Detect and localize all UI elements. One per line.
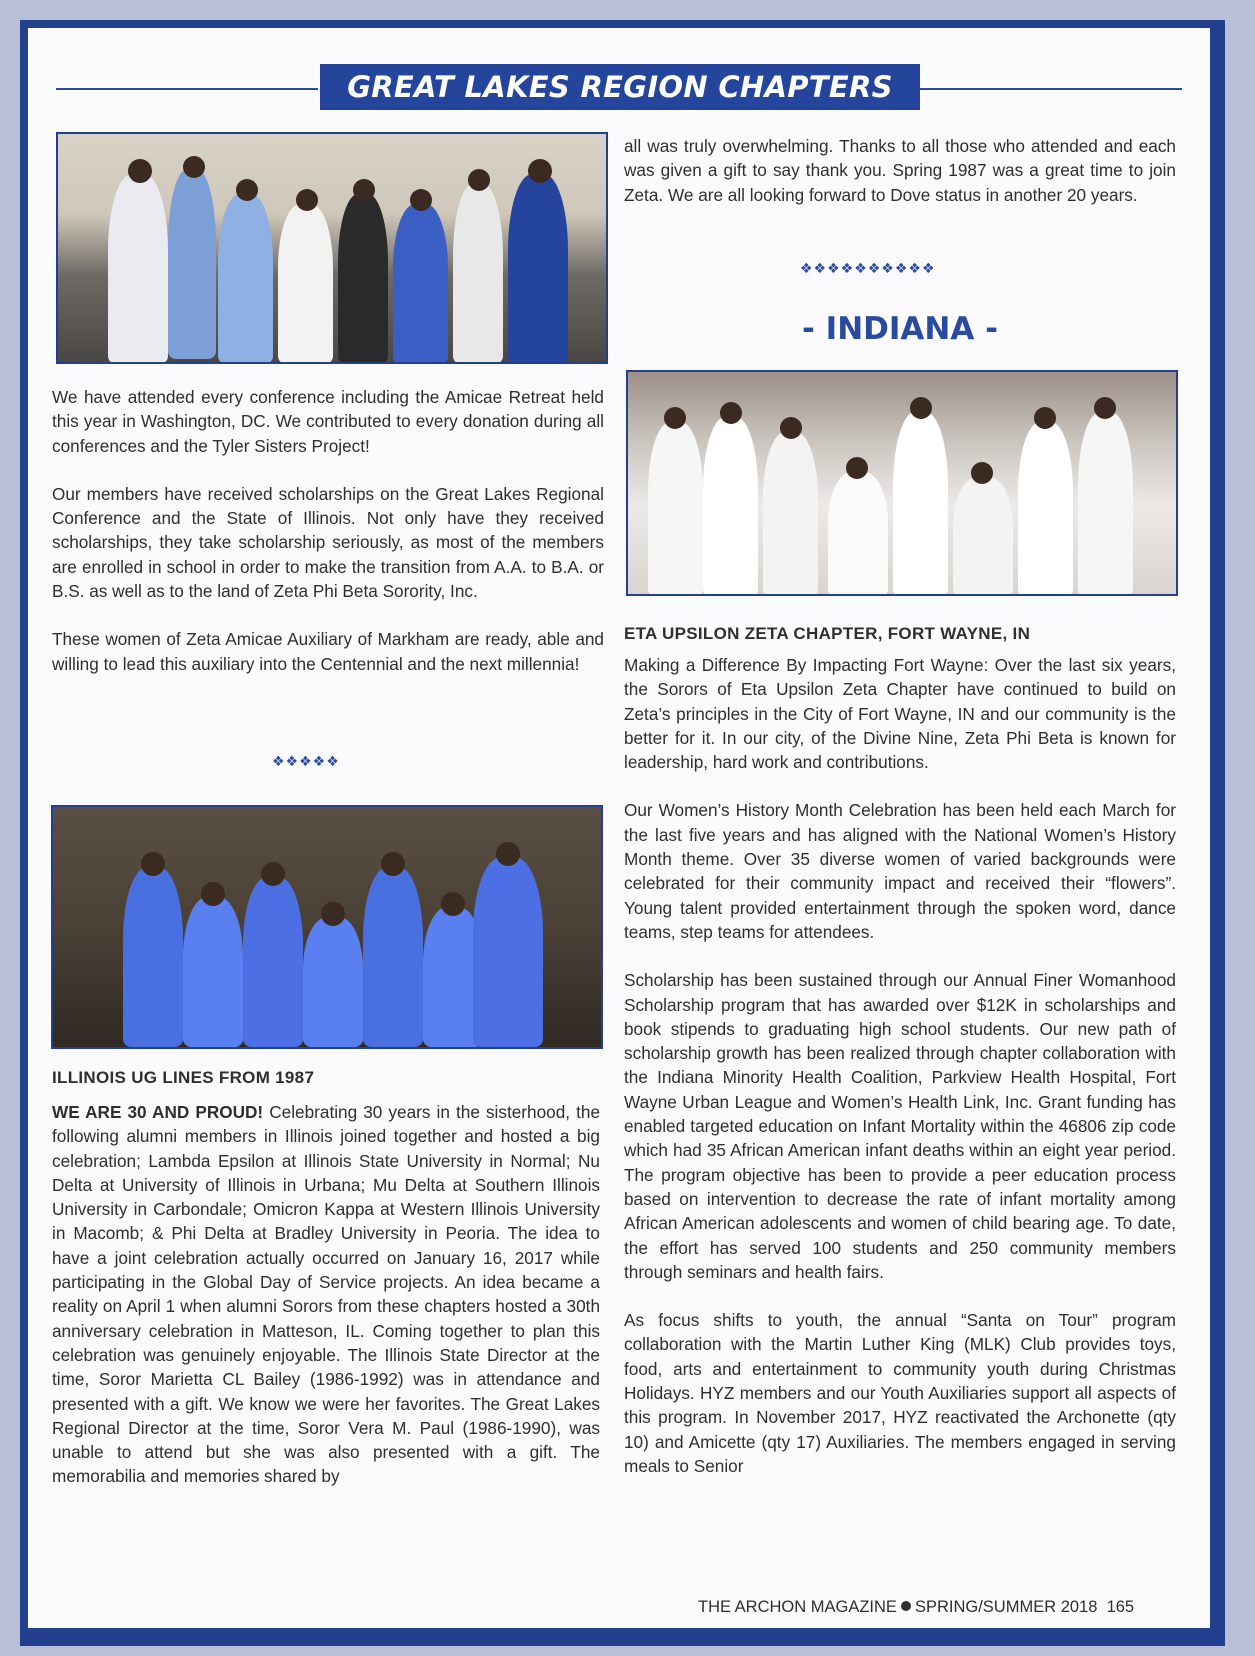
eta-upsilon-zeta-article — [624, 653, 1176, 1502]
indiana-section-title: - INDIANA - — [802, 311, 998, 347]
illinois-article — [52, 1100, 600, 1513]
markham-article — [52, 385, 604, 700]
paragraph: Scholarship has been sustained through our Annual Finer Womanhood Scholarship program that has awarded over $12K in scholarships and book stipends to graduating high school students. Our new path of scholarship growth has been realized through chapter collaboration with the Indiana Minority Health Coalition, Parkview Health Hospital, Fort Wayne Urban League and Women’s Health Link, Inc. Grant funding has enabled targeted education on Infant Mortality within the 46806 zip code which had 35 African American infant deaths within an eight year period. The program objective has been to provide a peer education process based on intervention to decrease the rate of infant mortality among African American adolescents and women of child bearing age. To date, the effort has served 100 students and 250 community members through seminars and health fairs. — [624, 970, 1176, 1282]
page-content — [28, 28, 1210, 1628]
header-rule-left — [56, 88, 318, 90]
paragraph: Our Women’s History Month Celebration has been held each March for the last five years and has aligned with the National Women’s History Month theme. Over 35 diverse women of varied backgrounds were celebrated for their community impact and received their “flowers”. Young talent provided entertainment through the spoken word, dance teams, step teams for attendees. — [624, 800, 1176, 942]
paragraph: Our members have received scholarships on the Great Lakes Regional Conference and the State of Illinois. Not only have they received scholarships, they take scholarship seriously, as most of the members are enrolled in school in order to make the transition from A.A. to B.A. or B.S. as well as to the land of Zeta Phi Beta Sorority, Inc. — [52, 483, 604, 602]
section-banner-title: GREAT LAKES REGION CHAPTERS — [320, 64, 920, 110]
photo-markham-amicae-group — [56, 132, 608, 364]
magazine-name: THE ARCHON MAGAZINE — [698, 1598, 897, 1616]
photo-illinois-ug-lines — [51, 805, 603, 1049]
page-frame — [20, 20, 1225, 1646]
photo-eta-upsilon-zeta — [626, 370, 1178, 596]
paragraph: Making a Difference By Impacting Fort Wayne: Over the last six years, the Sorors of Eta Upsilon Zeta Chapter have continued to build on Zeta’s principles in the City of Fort Wayne, IN and our community is the better for it. In our city, of the Divine Nine, Zeta Phi Beta is known for leadership, hard work and contributions. — [624, 655, 1176, 773]
illinois-heading: ILLINOIS UG LINES FROM 1987 — [52, 1068, 315, 1087]
header-rule-right — [920, 88, 1182, 90]
page-footer — [698, 1598, 1134, 1617]
bullet-icon — [901, 1601, 911, 1611]
lead-in: WE ARE 30 AND PROUD! — [52, 1102, 264, 1122]
page-number: 165 — [1106, 1598, 1135, 1616]
eta-upsilon-zeta-heading: ETA UPSILON ZETA CHAPTER, FORT WAYNE, IN — [624, 624, 1031, 643]
paragraph: As focus shifts to youth, the annual “Santa on Tour” program collaboration with the Martin Luther King (MLK) Club provides toys, food, arts and entertainment to community youth during Christmas Holidays. HYZ members and our Youth Auxiliaries support all aspects of this program. In November 2017, HYZ reactivated the Archonette (qty 10) and Amicette (qty 17) Auxiliaries. The members engaged in serving meals to Senior — [624, 1310, 1176, 1476]
paragraph: These women of Zeta Amicae Auxiliary of Markham are ready, able and willing to lead this auxiliary into the Centennial and the next millennia! — [52, 629, 604, 674]
continuation-text — [624, 134, 1176, 231]
ornament-divider-right: ❖❖❖❖❖❖❖❖❖❖ — [800, 260, 936, 276]
paragraph — [52, 1100, 600, 1489]
ornament-divider-left: ❖❖❖❖❖ — [272, 753, 340, 769]
body-text: Celebrating 30 years in the sisterhood, the following alumni members in Illinois joined together and hosted a big celebration; Lambda Epsilon at Illinois State University in Normal; Nu Delta at University of Illinois in Urbana; Mu Delta at Southern Illinois University in Carbondale; Omicron Kappa at Western Illinois University in Macomb; & Phi Delta at Bradley University in Peoria. The idea to have a joint celebration actually occurred on January 16, 2017 while participating in the Global Day of Service projects. An idea became a reality on April 1 when alumni Sorors from these chapters hosted a 30th anniversary celebration in Matteson, IL. Coming together to plan this celebration was genuinely enjoyable. The Illinois State Director at the time, Soror Marietta CL Bailey (1986-1992) was in attendance and presented with a gift. We know we were her favorites. The Great Lakes Regional Director at the time, Soror Vera M. Paul (1986-1990), was unable to attend but she was also presented with a gift. The memorabilia and memories shared by — [52, 1102, 601, 1487]
paragraph: all was truly overwhelming. Thanks to all those who attended and each was given a gift to say thank you. Spring 1987 was a great time to join Zeta. We are all looking forward to Dove status in another 20 years. — [624, 136, 1176, 205]
issue-label: SPRING/SUMMER 2018 — [914, 1598, 1098, 1616]
paragraph: We have attended every conference including the Amicae Retreat held this year in Washington, DC. We contributed to every donation during all conferences and the Tyler Sisters Project! — [52, 387, 604, 456]
